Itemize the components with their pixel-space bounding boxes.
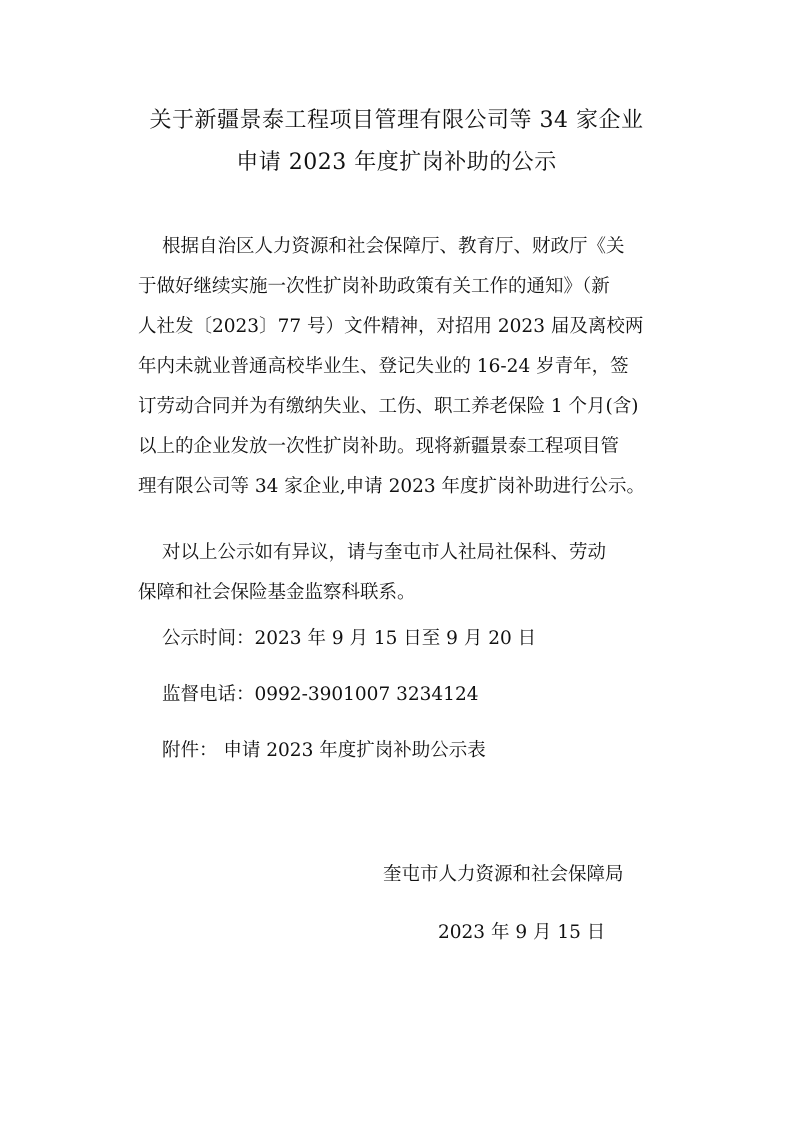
signature-date: 2023 年 9 月 15 日 [438,922,606,943]
paragraph-1-line: 以上的企业发放一次性扩岗补助。现将新疆景泰工程项目管 [138,436,620,457]
publicity-time: 公示时间：2023 年 9 月 15 日至 9 月 20 日 [162,628,537,649]
attachment-note: 附件： 申请 2023 年度扩岗补助公示表 [162,740,486,761]
document-title-line-2: 申请 2023 年度扩岗补助的公示 [236,150,557,175]
supervision-hotline: 监督电话：0992-3901007 3234124 [162,684,479,705]
paragraph-1-line: 年内未就业普通高校毕业生、登记失业的 16-24 岁青年，签 [138,356,629,377]
paragraph-1-line: 理有限公司等 34 家企业,申请 2023 年度扩岗补助进行公示。 [138,476,646,497]
paragraph-1-line: 于做好继续实施一次性扩岗补助政策有关工作的通知》（新 [138,276,610,297]
paragraph-1-line: 根据自治区人力资源和社会保障厅、教育厅、财政厅《关 [162,236,625,257]
signature-organization: 奎屯市人力资源和社会保障局 [383,864,624,885]
paragraph-1-line: 订劳动合同并为有缴纳失业、工伤、职工养老保险 1 个月(含) [138,396,639,417]
document-title-line-1: 关于新疆景泰工程项目管理有限公司等 34 家企业 [149,108,644,133]
paragraph-2-line: 对以上公示如有异议，请与奎屯市人社局社保科、劳动 [162,542,607,563]
paragraph-2-line: 保障和社会保险基金监察科联系。 [138,582,416,603]
paragraph-1-line: 人社发〔2023〕77 号）文件精神，对招用 2023 届及离校两 [138,316,644,337]
